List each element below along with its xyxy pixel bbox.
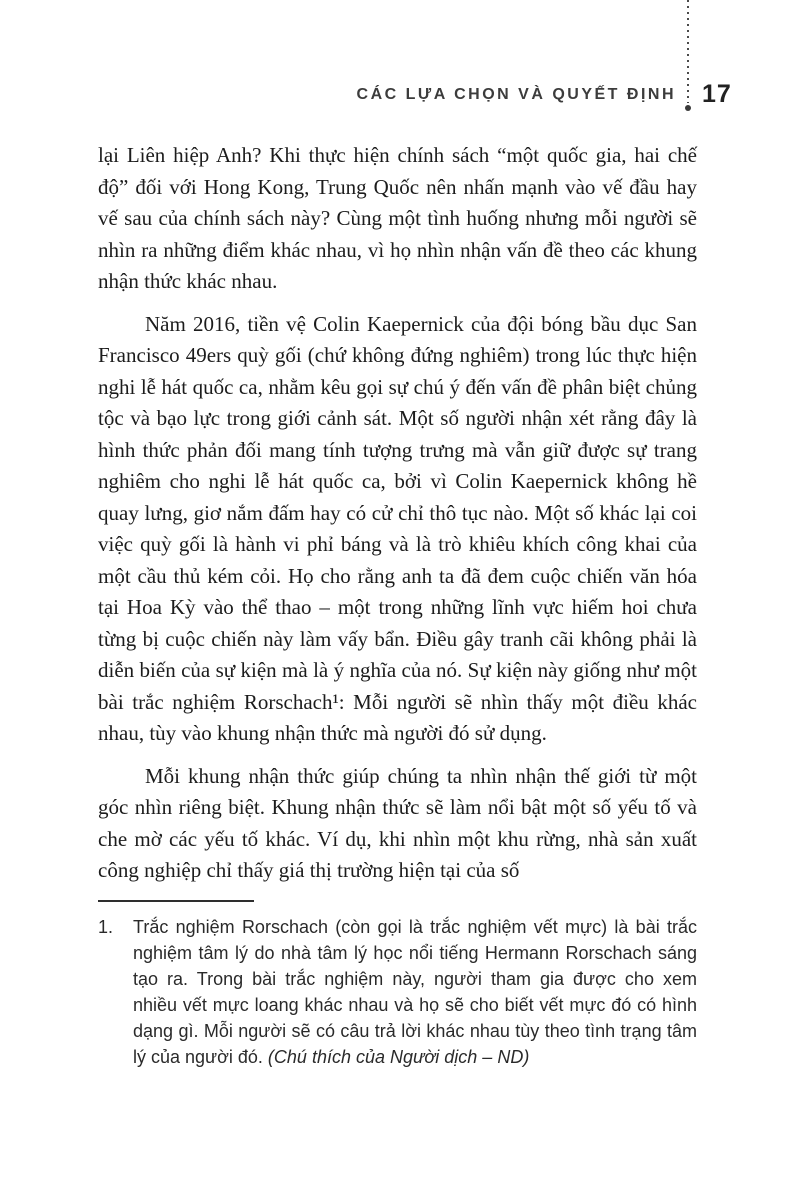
footnote-number: 1. — [98, 916, 114, 937]
footnote-translator-note: (Chú thích của Người dịch – ND) — [267, 1046, 530, 1067]
header-dotted-divider — [687, 0, 689, 103]
running-header-title: CÁC LỰA CHỌN VÀ QUYẾT ĐỊNH — [356, 86, 676, 103]
paragraph-kaepernick: Năm 2016, tiền vệ Colin Kaepernick của đội bóng bầu dục San Francisco 49ers quỳ gối (chứ không đứng nghiêm) trong lúc thực hiện nghi lễ hát quốc ca, nhằm kêu gọi sự chú ý đến vấn đề phân biệt chủng tộc và bạo lực trong giới cảnh sát. Một số người nhận xét rằng đây là hình thức phản đối mang tính tượng trưng mà vẫn giữ được sự trang nghiêm cho nghi lễ hát quốc ca, bởi vì Colin Kaepernick không hề quay lưng, giơ nắm đấm hay có cử chỉ thô tục nào. Một số khác lại coi việc quỳ gối là hành vi phỉ báng và là trò khiêu khích công khai của một cầu thủ kém cỏi. Họ cho rằng anh ta đã đem cuộc chiến văn hóa tại Hoa Kỳ vào thể thao – một trong những lĩnh vực hiếm hoi chưa từng bị cuộc chiến này làm vấy bẩn. Điều gây tranh cãi không phải là diễn biến của sự kiện mà là ý nghĩa của nó. Sự kiện này giống như một bài trắc nghiệm Rorschach¹: Mỗi người sẽ nhìn thấy một điều khác nhau, tùy vào khung nhận thức mà người đó sử dụng. — [98, 311, 697, 745]
footnote-body: Trắc nghiệm Rorschach (còn gọi là trắc nghiệm vết mực) là bài trắc nghiệm tâm lý do nhà tâm lý học nổi tiếng Hermann Rorschach sáng tạo ra. Trong bài trắc nghiệm này, người tham gia được cho xem nhiều vết mực loang khác nhau và họ sẽ cho biết vết mực đó có hình dạng gì. Mỗi người sẽ có câu trả lời khác nhau tùy theo tình trạng tâm lý của người đó. — [133, 916, 697, 1067]
footnote-rule — [98, 900, 254, 902]
footnote-text — [133, 917, 697, 1067]
paragraph-frames: Mỗi khung nhận thức giúp chúng ta nhìn nhận thế giới từ một góc nhìn riêng biệt. Khung nhận thức sẽ làm nổi bật một số yếu tố và che mờ các yếu tố khác. Ví dụ, khi nhìn một khu rừng, nhà sản xuất công nghiệp chỉ thấy giá thị trường hiện tại của số — [98, 763, 697, 882]
body-text-block — [98, 140, 697, 1070]
paragraph-continuation: lại Liên hiệp Anh? Khi thực hiện chính sách “một quốc gia, hai chế độ” đối với Hong Kong, Trung Quốc nên nhấn mạnh vào vế đầu hay vế sau của chính sách này? Cùng một tình huống nhưng mỗi người sẽ nhìn ra những điểm khác nhau, vì họ nhìn nhận vấn đề theo các khung nhận thức khác nhau. — [98, 143, 697, 293]
divider-end-dot — [685, 105, 691, 111]
footnote — [98, 914, 697, 1070]
page-number: 17 — [702, 80, 732, 108]
